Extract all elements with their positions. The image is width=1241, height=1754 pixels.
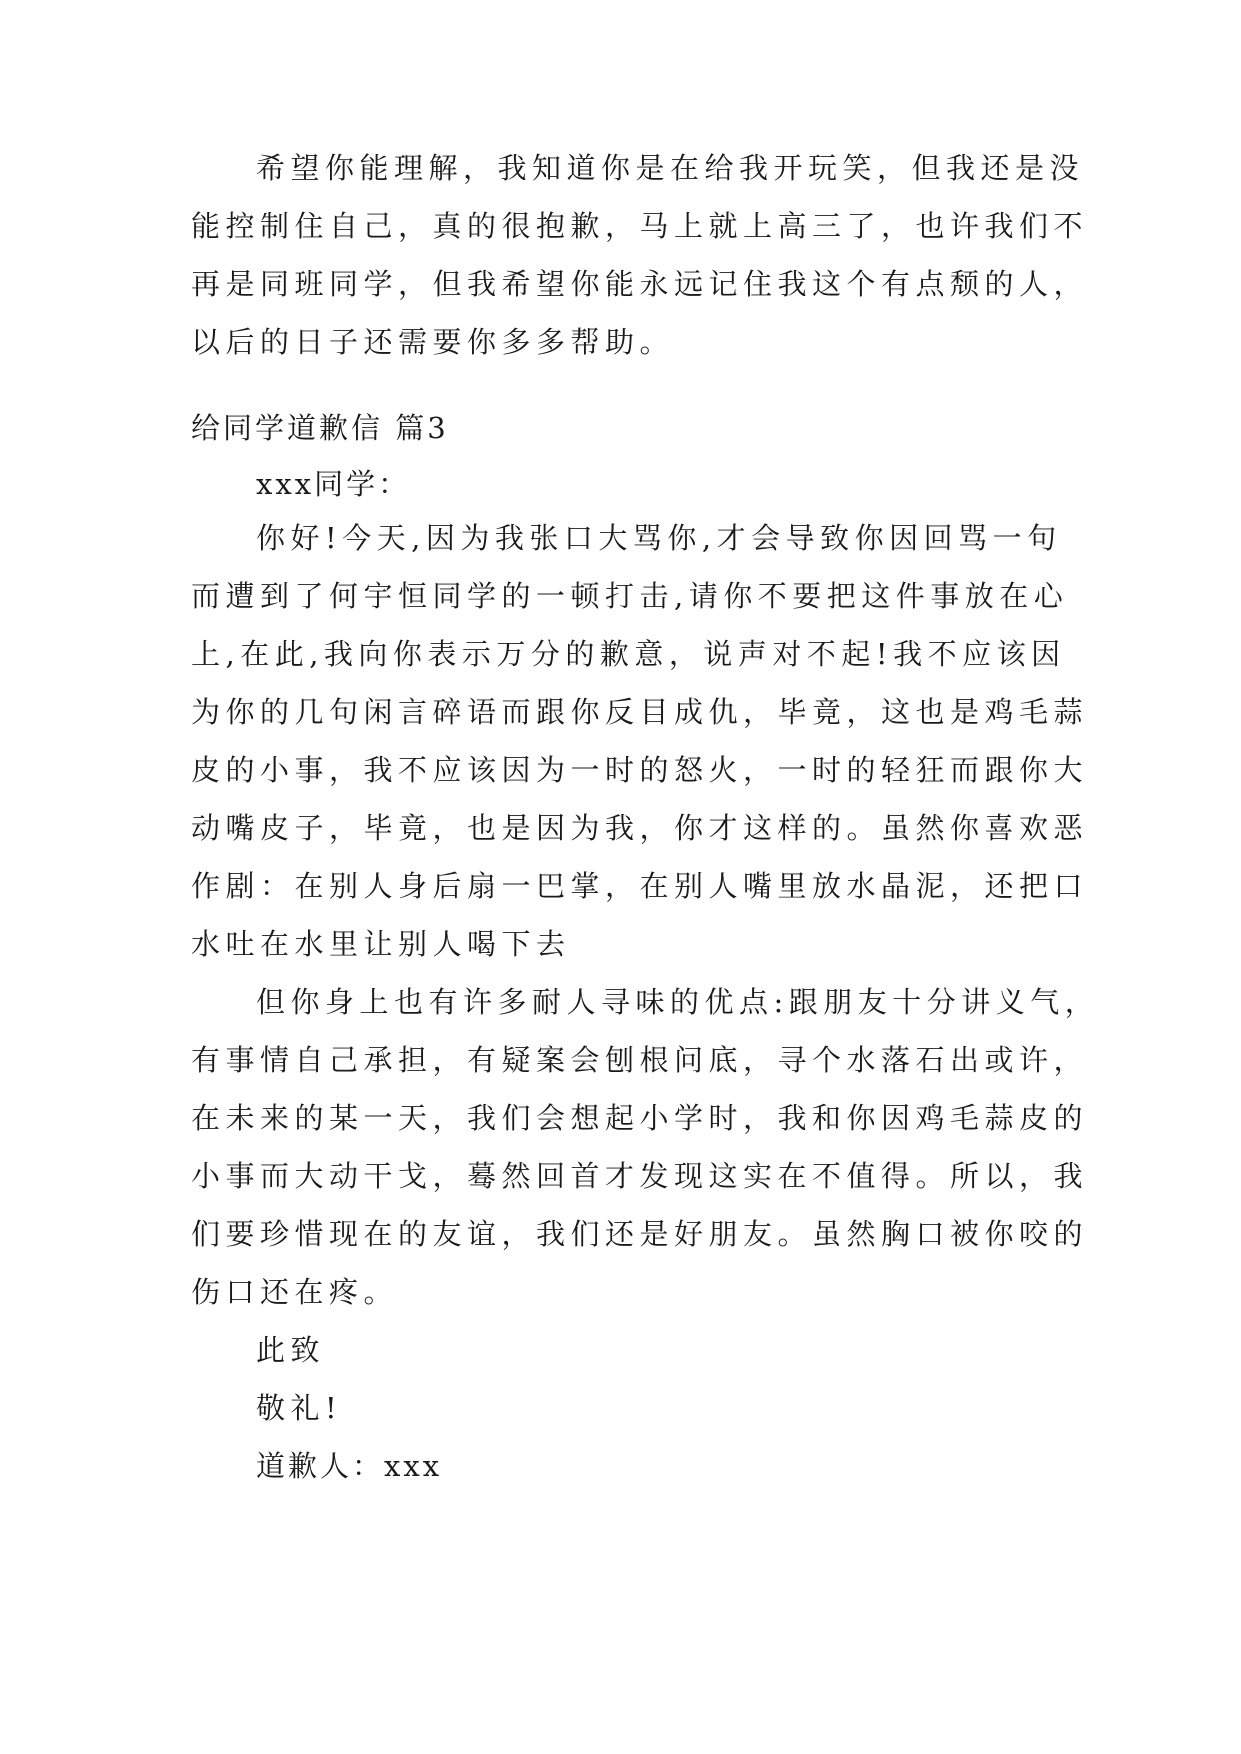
paragraph-line: 伤口还在疼。 bbox=[191, 1275, 399, 1309]
paragraph-line: 再是同班同学，但我希望你能永远记住我这个有点颓的人， bbox=[191, 267, 1089, 301]
paragraph-line: 你好!今天,因为我张口大骂你,才会导致你因回骂一句 bbox=[256, 521, 1062, 555]
closing-salute: 敬礼! bbox=[256, 1391, 343, 1425]
paragraph-line: 水吐在水里让别人喝下去 bbox=[191, 927, 571, 961]
section-heading: 给同学道歉信 篇3 bbox=[191, 411, 449, 445]
paragraph-line: 有事情自己承担，有疑案会刨根问底，寻个水落石出或许， bbox=[191, 1043, 1089, 1077]
paragraph-line: 作剧：在别人身后扇一巴掌，在别人嘴里放水晶泥，还把口 bbox=[191, 869, 1089, 903]
paragraph-line: 但你身上也有许多耐人寻味的优点:跟朋友十分讲义气， bbox=[256, 985, 1100, 1019]
paragraph-line: 以后的日子还需要你多多帮助。 bbox=[191, 325, 675, 359]
signature: 道歉人：xxx bbox=[256, 1449, 443, 1483]
paragraph-line: 皮的小事，我不应该因为一时的怒火，一时的轻狂而跟你大 bbox=[191, 753, 1089, 787]
paragraph-line: 动嘴皮子，毕竟，也是因为我，你才这样的。虽然你喜欢恶 bbox=[191, 811, 1089, 845]
paragraph-line: 希望你能理解，我知道你是在给我开玩笑，但我还是没 bbox=[256, 151, 1085, 185]
paragraph-line: 能控制住自己，真的很抱歉，马上就上高三了，也许我们不 bbox=[191, 209, 1089, 243]
paragraph-line: 而遭到了何宇恒同学的一顿打击,请你不要把这件事放在心 bbox=[191, 579, 1069, 613]
salutation: xxx同学： bbox=[256, 467, 411, 501]
paragraph-line: 们要珍惜现在的友谊，我们还是好朋友。虽然胸口被你咬的 bbox=[191, 1217, 1089, 1251]
paragraph-line: 小事而大动干戈，蓦然回首才发现这实在不值得。所以，我 bbox=[191, 1159, 1089, 1193]
paragraph-line: 为你的几句闲言碎语而跟你反目成仇，毕竟，这也是鸡毛蒜 bbox=[191, 695, 1089, 729]
paragraph-line: 上,在此,我向你表示万分的歉意，说声对不起!我不应该因 bbox=[191, 637, 1066, 671]
closing-line: 此致 bbox=[256, 1333, 326, 1367]
paragraph-line: 在未来的某一天，我们会想起小学时，我和你因鸡毛蒜皮的 bbox=[191, 1101, 1089, 1135]
